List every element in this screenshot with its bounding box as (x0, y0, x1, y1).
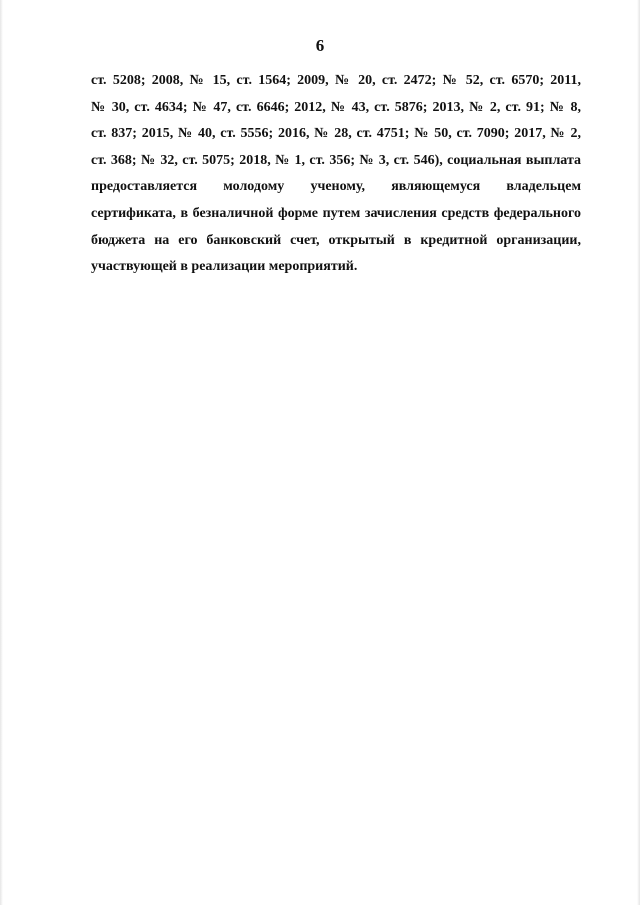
paragraph-line-7: бюджета на его банковский счет, открытый в кредитной организации, (91, 232, 581, 248)
paragraph-line-8: участвующей в реализации мероприятий. (91, 259, 358, 275)
paragraph-line-2: № 30, ст. 4634; № 47, ст. 6646; 2012, № 43, ст. 5876; 2013, № 2, ст. 91; № 8, (91, 99, 581, 115)
paragraph-line-3: ст. 837; 2015, № 40, ст. 5556; 2016, № 28, ст. 4751; № 50, ст. 7090; 2017, № 2, (91, 126, 581, 142)
paragraph-line-6: сертификата, в безналичной форме путем зачисления средств федерального (91, 205, 581, 221)
paragraph-line-4: ст. 368; № 32, ст. 5075; 2018, № 1, ст. 356; № 3, ст. 546), социальная выплата (91, 152, 581, 168)
body-paragraph (91, 68, 581, 281)
paragraph-line-5: предоставляется молодому ученому, являющемуся владельцем (91, 179, 581, 195)
paragraph-line-1: ст. 5208; 2008, № 15, ст. 1564; 2009, № 20, ст. 2472; № 52, ст. 6570; 2011, (91, 73, 581, 88)
scan-edge-left (0, 0, 3, 905)
page-number: 6 (315, 36, 325, 55)
